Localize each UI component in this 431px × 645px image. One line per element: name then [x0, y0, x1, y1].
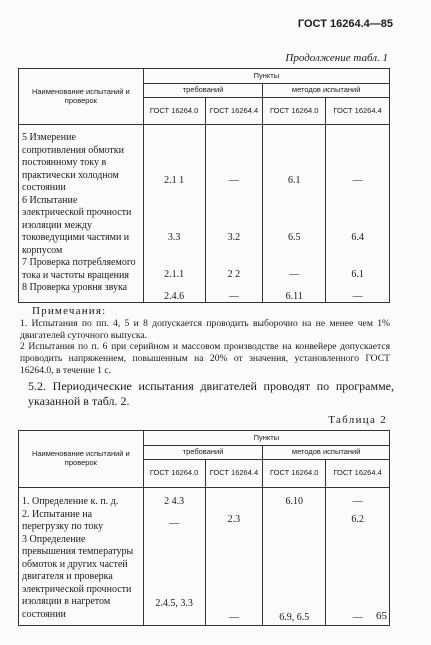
table-row: 2. Испытание на перегрузку по току — 2.3 6.2 — [19, 509, 390, 534]
col-requirements-header: требований — [143, 84, 263, 98]
table-1 — [18, 68, 390, 303]
sub-header: ГОСТ 16264.4 — [205, 98, 263, 125]
sub-header: ГОСТ 16264.0 — [263, 460, 326, 488]
section-paragraph: 5.2. Периодические испытания двигателей проводят по программе, указанной в табл. 2. — [28, 379, 394, 408]
sub-header: ГОСТ 16264.4 — [205, 460, 263, 488]
col-points-header: Пункты — [143, 431, 389, 446]
col-methods-header: методов испытаний — [263, 446, 390, 460]
sub-header: ГОСТ 16264.0 — [143, 460, 205, 488]
table-row: 5 Измерение сопротивления обмотки постоянному току в практически холодном состоянии 2.1 1 — 6.1 — — [19, 125, 390, 195]
col-name-header: Наименование испытаний и проверок — [19, 69, 144, 125]
col-requirements-header: требований — [143, 446, 263, 460]
page-header: ГОСТ 16264.4—85 — [297, 18, 393, 30]
table-row: 7 Проверка потребляемого тока и частоты вращения 2.1.1 2 2 — 6.1 — [19, 257, 390, 282]
sub-header: ГОСТ 16264.4 — [326, 460, 390, 488]
table-row: 6 Испытание электрической прочности изоляции между токоведущими частями и корпусом 3.3 3.2 6.5 6.4 — [19, 195, 390, 258]
sub-header: ГОСТ 16264.0 — [143, 98, 205, 125]
note-1: 1. Испытания по пп. 4, 5 и 8 допускается проводить выборочно на не менее чем 1% двигателей суточного выпуска. — [20, 318, 390, 341]
table-row: 3 Определение превышения температуры обмоток и других частей двигателя и проверка электрической прочности изоляции в нагретом состоянии 2.4.5, 3.3 — 6.9, 6.5 — — [19, 534, 390, 626]
table-row: 1. Определение к. п. д. 2 4.3 6.10 — — [19, 488, 390, 509]
col-methods-header: методов испытаний — [263, 84, 390, 98]
col-name-header: Наименование испытаний и проверок — [19, 431, 144, 488]
page-number: 65 — [376, 610, 387, 622]
notes-title: Примечания: — [32, 305, 107, 317]
note-2: 2 Испытания по п. 6 при серийном и массовом производстве на конвейере допускается проводить напряжением, повышенным на 20% от значения, установленного ГОСТ 16264.0, в течение 1 с. — [20, 341, 390, 376]
table-row: 8 Проверка уровня звука 2.4.6 — 6.11 — — [19, 282, 390, 303]
table-2 — [18, 430, 390, 626]
table-2-label: Таблица 2 — [328, 414, 387, 426]
col-points-header: Пункты — [143, 69, 389, 84]
table-continuation-label: Продолжение табл. 1 — [285, 52, 388, 64]
sub-header: ГОСТ 16264.0 — [263, 98, 326, 125]
sub-header: ГОСТ 16264.4 — [326, 98, 390, 125]
